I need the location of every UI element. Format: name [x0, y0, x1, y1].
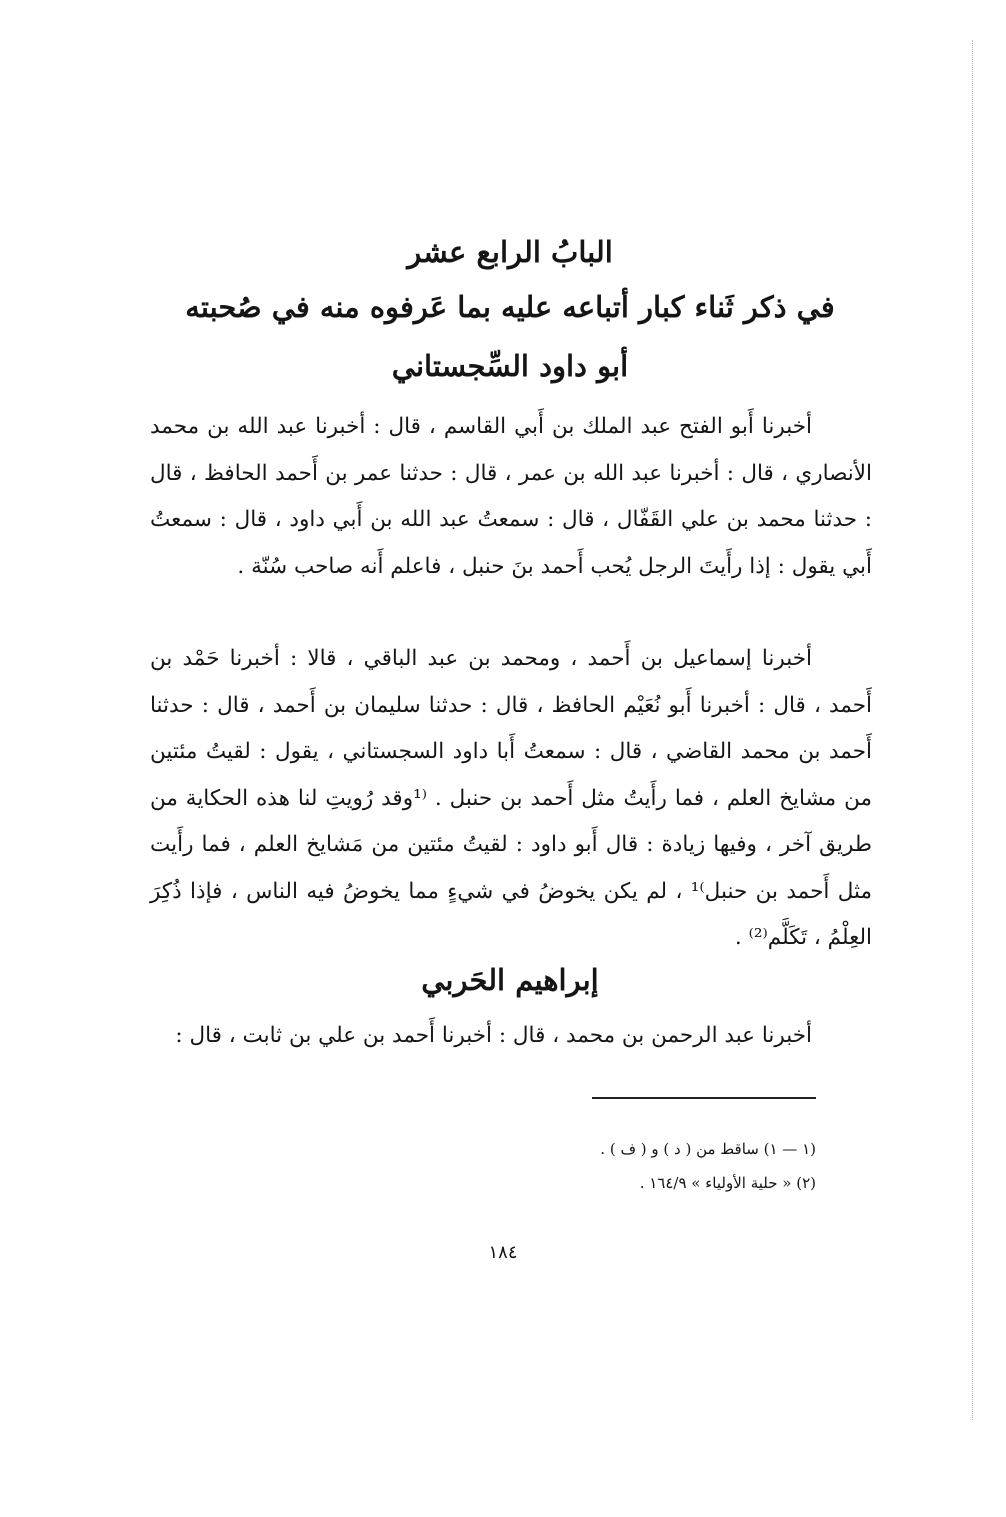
- page-number: ١٨٤: [488, 1242, 518, 1263]
- footnote-2: (٢) « حلية الأولياء » ١٦٤/٩ .: [639, 1174, 816, 1192]
- paragraph-1: [150, 404, 872, 590]
- chapter-headings: [150, 226, 870, 396]
- paragraph-1-text: أخبرنا أَبو الفتح عبد الملك بن أَبي القاسم ، قال : أخبرنا عبد الله بن محمد الأنصاري ، قال : أخبرنا عبد الله بن عمر ، قال : حدثنا عمر بن أَحمد الحافظ ، قال : حدثنا محمد بن علي القَفّال ، قال : سمعتُ عبد الله بن أَبي داود ، قال : سمعتُ أَبي يقول : إذا رأَيتَ الرجل يُحب أَحمد بنَ حنبل ، فاعلم أَنه صاحب سُنّة .: [150, 414, 872, 579]
- paragraph-3-text: أخبرنا عبد الرحمن بن محمد ، قال : أخبرنا أَحمد بن علي بن ثابت ، قال :: [175, 1023, 812, 1048]
- chapter-subtitle: في ذكر ثَناء كبار أتباعه عليه بما عَرفوه منه في صُحبته: [185, 290, 835, 324]
- paragraph-3: [150, 1013, 872, 1060]
- footnote-1: (١ — ١) ساقط من ( د ) و ( ف ) .: [600, 1140, 816, 1158]
- section-heading-abu-dawud: أبو داود السِّجستاني: [391, 349, 629, 383]
- footnote-separator: [592, 1097, 816, 1099]
- paragraph-2-text: أخبرنا إسماعيل بن أَحمد ، ومحمد بن عبد الباقي ، قالا : أخبرنا حَمْد بن أَحمد ، قال : أخبرنا أَبو نُعَيْم الحافظ ، قال : حدثنا سليمان بن أَحمد ، قال : حدثنا أَحمد بن محمد القاضي ، قال : سمعتُ أَبا داود السجستاني ، يقول : لقيتُ مئتين من مشايخ العلم ، فما رأَيتُ مثل أَحمد بن حنبل . ⁽¹وقد رُويتِ لنا هذه الحكاية من طريق آخر ، وفيها زيادة : قال أَبو داود : لقيتُ مئتين من مَشايخ العلم ، فما رأَيت مثل أَحمد بن حنبل⁾¹ ، لم يكن يخوضُ في شيءٍ مما يخوضُ فيه الناس ، فإذا ذُكِرَ العِلْمُ ، تَكَلَّم⁽²⁾ .: [150, 646, 873, 950]
- scan-edge-line: [971, 40, 973, 1420]
- footnotes: [216, 1132, 816, 1200]
- chapter-title: البابُ الرابع عشر: [407, 235, 613, 269]
- section-heading-ibrahim-alharbi: إبراهيم الحَربي: [421, 963, 599, 997]
- paragraph-2: [150, 636, 872, 962]
